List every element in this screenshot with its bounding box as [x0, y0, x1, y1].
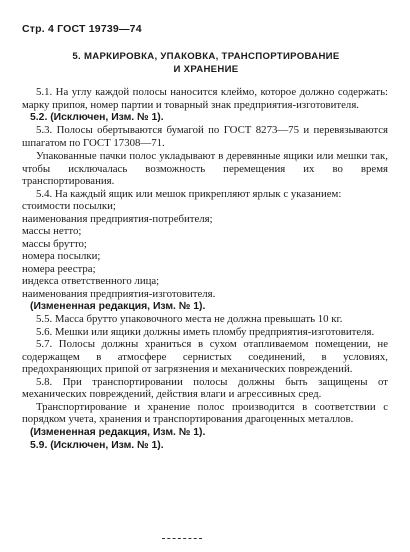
page-header: Стр. 4 ГОСТ 19739—74 — [22, 23, 142, 35]
section-body — [22, 86, 388, 452]
list-item: массы нетто; — [22, 225, 82, 237]
list-item: наименования предприятия-потребителя; — [22, 212, 213, 225]
section-title-line-2: И ХРАНЕНИЕ — [173, 64, 239, 75]
clause-5-3: 5.3. Полосы обертываются бумагой по ГОСТ 8273—75 и перевязываются шпагатом по ГОСТ 17308—71. — [22, 124, 388, 149]
paragraph-transport: Транспортирование и хранение полос производится в соответствии с порядком учета, хранения и транспортирования драгоценных металлов. — [22, 400, 388, 425]
clause-5-1: 5.1. На углу каждой полосы наносится клеймо, которое должно содержать: марку припоя, номер партии и товарный знак предприятия-изготовителя. — [22, 86, 388, 111]
list-item: номера посылки; — [22, 250, 101, 262]
list-item: стоимости посылки; — [22, 200, 116, 212]
list-item: наименования предприятия-изготовителя. — [22, 287, 216, 300]
clause-5-8: 5.8. При транспортировании полосы должны быть защищены от механических повреждений, действия влаги и агрессивных сред. — [22, 375, 388, 400]
list-item: номера реестра; — [22, 262, 96, 275]
amendment-note-2: (Измененная редакция, Изм. № 1). — [30, 426, 206, 438]
section-title — [20, 50, 392, 76]
list-item: индекса ответственного лица; — [22, 275, 160, 287]
clause-5-7: 5.7. Полосы должны храниться в сухом отапливаемом помещении, не содержащем в атмосфере сернистых соединений, в условиях, предохраняющих припой от загрязнения и механических повреждений. — [22, 338, 388, 375]
clause-5-9: 5.9. (Исключен, Изм. № 1). — [30, 439, 164, 451]
clause-5-4: 5.4. На каждый ящик или мешок прикрепляют ярлык с указанием: — [36, 187, 342, 200]
clause-5-5: 5.5. Масса брутто упаковочного места не должна превышать 10 кг. — [36, 313, 343, 325]
list-item: массы брутто; — [22, 237, 87, 250]
clause-5-2: 5.2. (Исключен, Изм. № 1). — [30, 112, 164, 123]
label-items-list — [22, 200, 388, 300]
section-title-line-1: 5. МАРКИРОВКА, УПАКОВКА, ТРАНСПОРТИРОВАНИЕ — [72, 51, 340, 62]
end-divider — [162, 538, 202, 539]
paragraph-packing: Упакованные пачки полос укладывают в деревянные ящики или мешки так, чтобы исключалась возможность перемещения их во время транспортирования. — [22, 150, 388, 187]
amendment-note-1: (Измененная редакция, Изм. № 1). — [30, 301, 206, 312]
clause-5-6: 5.6. Мешки или ящики должны иметь пломбу предприятия-изготовителя. — [36, 325, 375, 338]
